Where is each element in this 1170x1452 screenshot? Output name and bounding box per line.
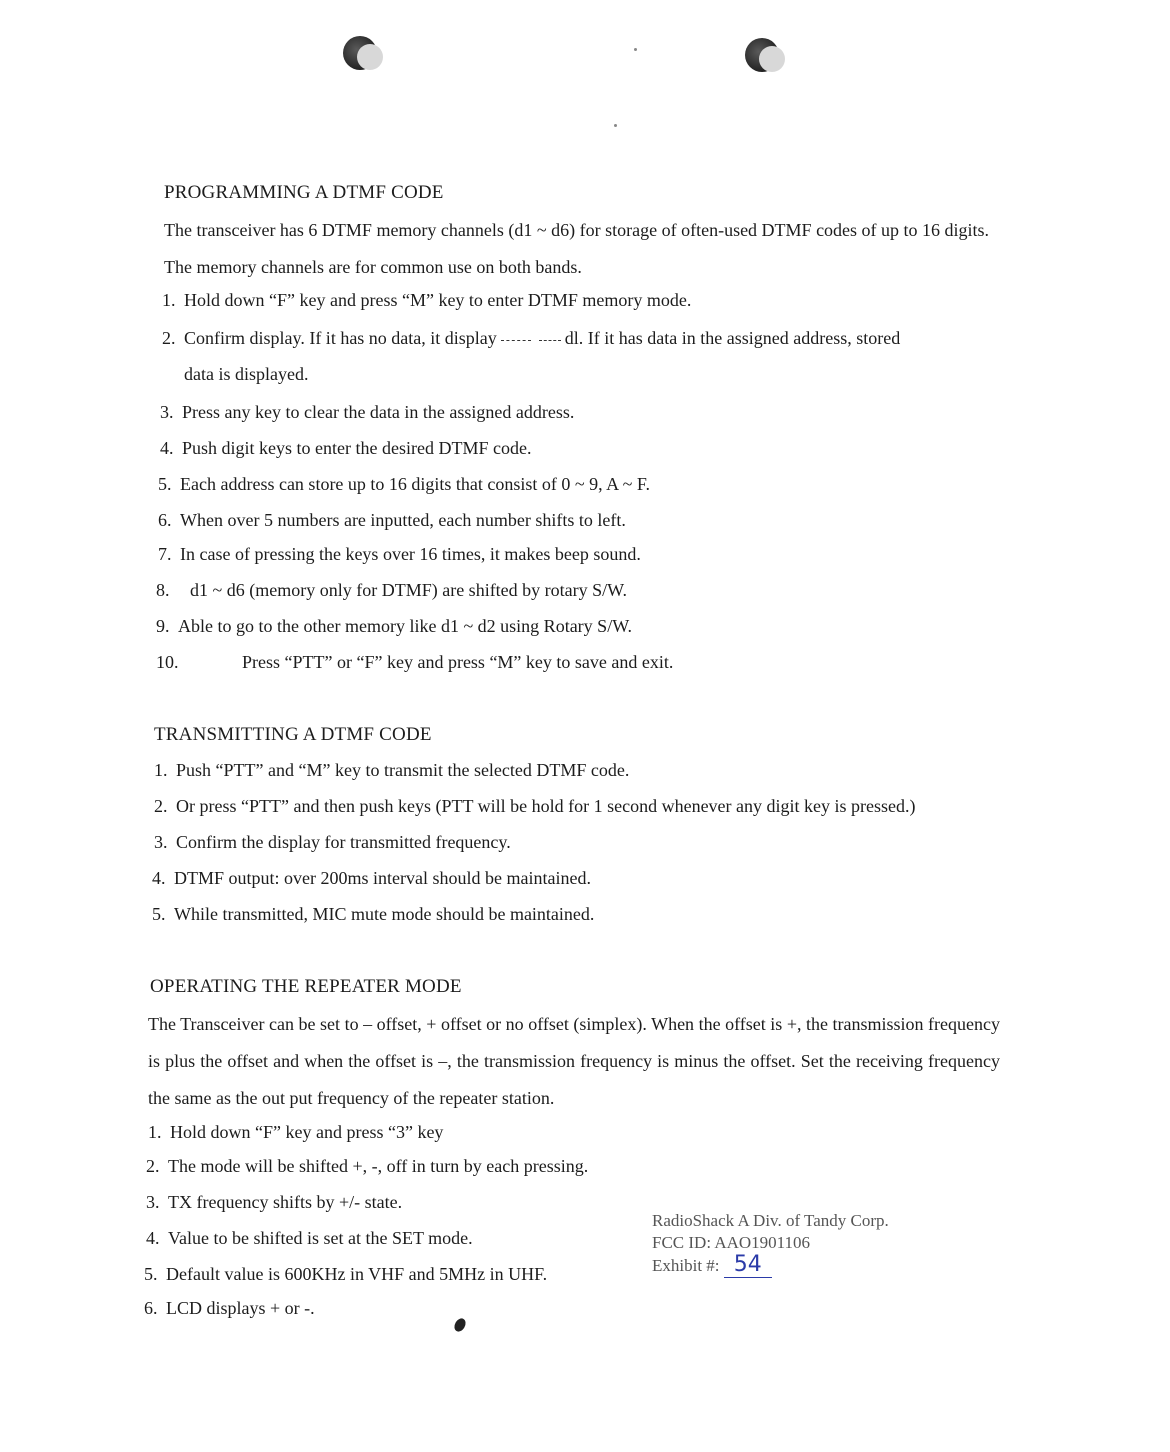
list-item: 10. Press “PTT” or “F” key and press “M” key to save and exit. [156, 652, 674, 672]
list-item: 1. Hold down “F” key and press “M” key to enter DTMF memory mode. [162, 290, 692, 310]
list-item: 5. Each address can store up to 16 digits that consist of 0 ~ 9, A ~ F. [158, 474, 650, 494]
list-item: 6. LCD displays + or -. [144, 1298, 315, 1318]
section-intro-programming: The transceiver has 6 DTMF memory channels (d1 ~ d6) for storage of often-used DTMF codes of up to 16 digits. The memory channels are for common use on both bands. [164, 220, 990, 277]
list-item: 9. Able to go to the other memory like d1 ~ d2 using Rotary S/W. [156, 616, 633, 636]
section-heading-transmitting: TRANSMITTING A DTMF CODE [154, 724, 432, 745]
punch-hole-right [745, 38, 779, 72]
section-intro-repeater: The Transceiver can be set to – offset, + offset or no offset (simplex). When the offset is +, the transmission frequency is plus the offset and when the offset is –, the transmission frequency is minus the offset. Set the receiving frequency the same as the out put frequency of the repeater station. [148, 1014, 1000, 1108]
punch-hole-left [343, 36, 377, 70]
scan-speck [614, 124, 617, 127]
list-item: 6. When over 5 numbers are inputted, each number shifts to left. [158, 510, 626, 530]
list-item: 4. Value to be shifted is set at the SET mode. [146, 1228, 473, 1248]
list-item: 3. Confirm the display for transmitted frequency. [154, 832, 511, 852]
list-item: 2. Or press “PTT” and then push keys (PTT will be hold for 1 second whenever any digit key is pressed.) [154, 796, 916, 816]
list-item-continued: data is displayed. [184, 364, 309, 384]
blank-field [539, 339, 561, 341]
list-item: 2. Confirm display. If it has no data, it display dl. If it has data in the assigned address, stored [162, 328, 901, 348]
exhibit-number: 54 [724, 1252, 772, 1278]
stamp-company: RadioShack A Div. of Tandy Corp. [652, 1211, 889, 1230]
list-item: 8. d1 ~ d6 (memory only for DTMF) are shifted by rotary S/W. [156, 580, 628, 600]
list-item: 3. Press any key to clear the data in the assigned address. [160, 402, 575, 422]
blank-field [501, 339, 531, 341]
section-heading-repeater: OPERATING THE REPEATER MODE [150, 976, 462, 997]
list-item: 7. In case of pressing the keys over 16 times, it makes beep sound. [158, 544, 641, 564]
list-item: 5. Default value is 600KHz in VHF and 5MHz in UHF. [144, 1264, 548, 1284]
list-item: 4. Push digit keys to enter the desired DTMF code. [160, 438, 532, 458]
list-item: 5. While transmitted, MIC mute mode should be maintained. [152, 904, 595, 924]
scan-mark [452, 1316, 468, 1333]
list-item: 1. Push “PTT” and “M” key to transmit the selected DTMF code. [154, 760, 630, 780]
list-item: 1. Hold down “F” key and press “3” key [148, 1122, 444, 1142]
section-heading-programming: PROGRAMMING A DTMF CODE [164, 182, 444, 203]
list-item: 4. DTMF output: over 200ms interval should be maintained. [152, 868, 591, 888]
stamp-fcc-id: FCC ID: AAO1901106 [652, 1233, 811, 1252]
list-item: 2. The mode will be shifted +, -, off in turn by each pressing. [146, 1156, 589, 1176]
stamp-exhibit: Exhibit #: 54 [652, 1254, 889, 1277]
list-item: 3. TX frequency shifts by +/- state. [146, 1192, 403, 1212]
scan-speck [634, 48, 637, 51]
exhibit-stamp [652, 1210, 889, 1277]
